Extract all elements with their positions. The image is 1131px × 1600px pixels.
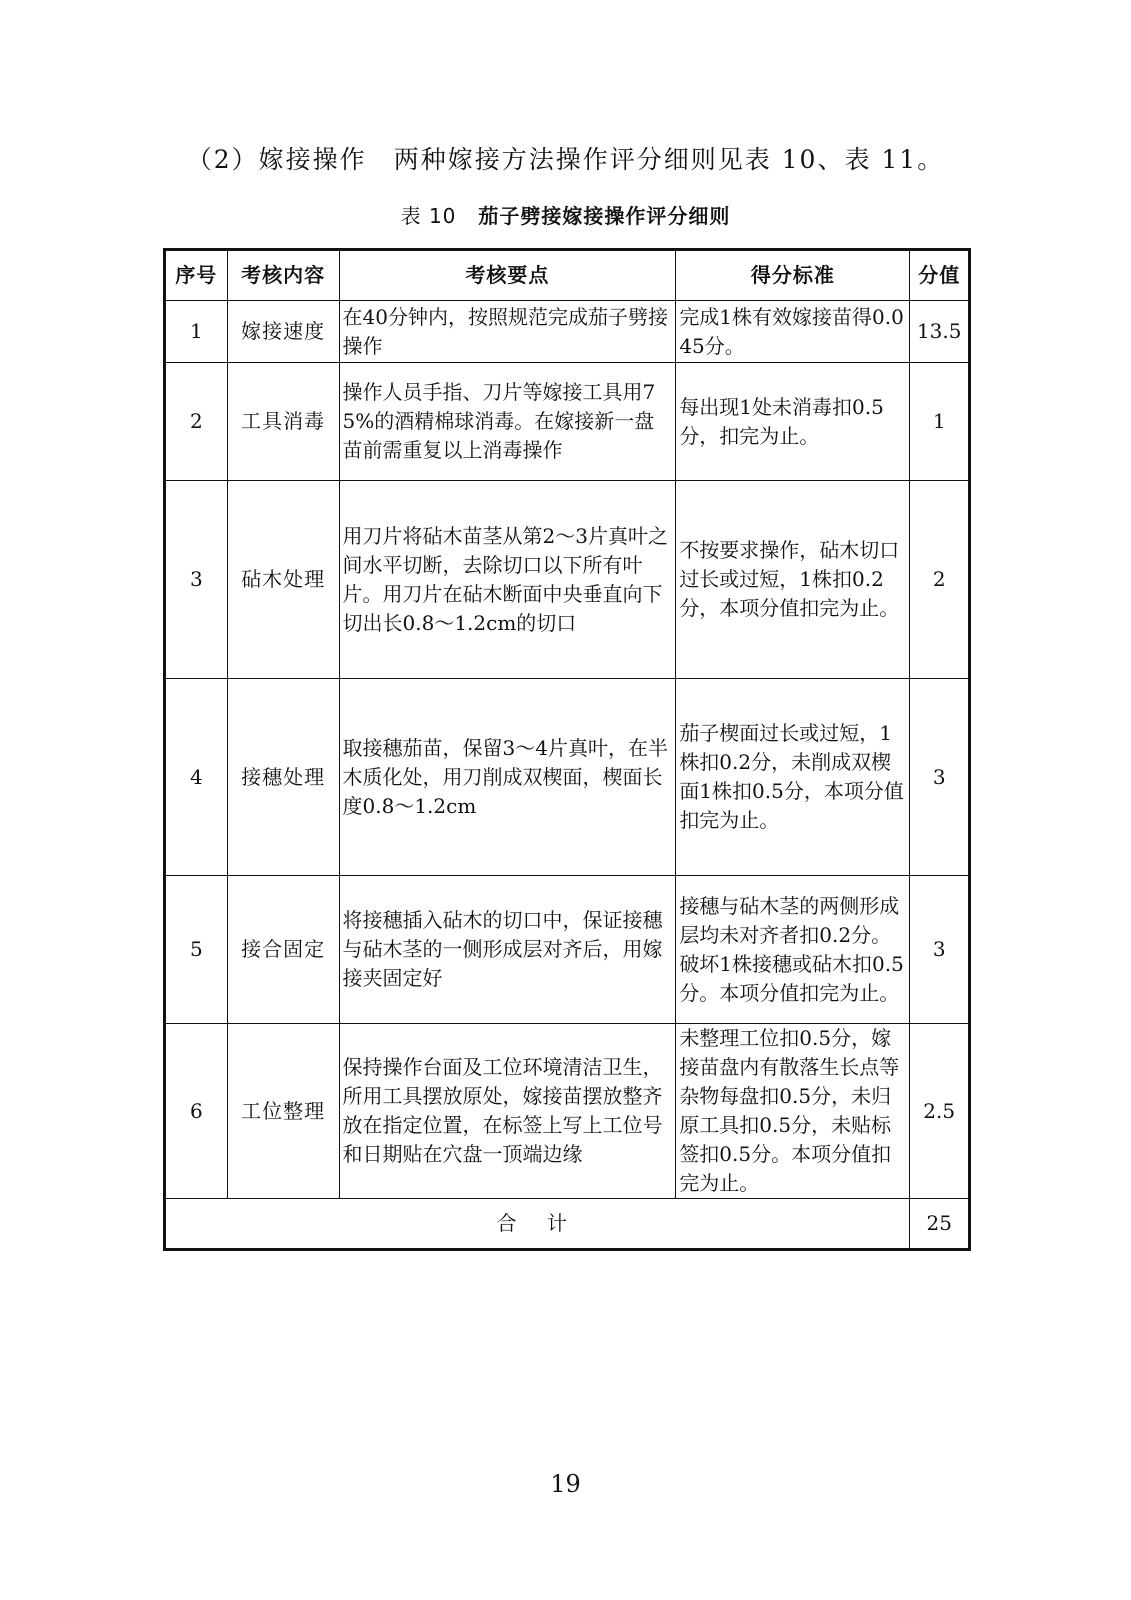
table-row [165, 301, 970, 363]
row-point: 用刀片将砧木苗茎从第2～3片真叶之间水平切断，去除切口以下所有叶片。用刀片在砧木断面中央垂直向下切出长0.8～1.2cm的切口 [339, 481, 676, 679]
row-score: 3 [910, 876, 970, 1024]
table-header-row [165, 250, 970, 301]
row-point: 将接穗插入砧木的切口中，保证接穗与砧木茎的一侧形成层对齐后，用嫁接夹固定好 [339, 876, 676, 1024]
intro-paragraph: （2）嫁接操作 两种嫁接方法操作评分细则见表 10、表 11。 [186, 145, 945, 174]
row-score: 2 [910, 481, 970, 679]
page-number: 19 [550, 1470, 581, 1498]
table-row [165, 679, 970, 876]
row-point: 在40分钟内，按照规范完成茄子劈接操作 [339, 301, 676, 363]
row-no: 4 [165, 679, 228, 876]
row-standard: 接穗与砧木茎的两侧形成层均未对齐者扣0.2分。破坏1株接穗或砧木扣0.5分。本项分值扣完为止。 [676, 876, 910, 1024]
row-standard: 完成1株有效嫁接苗得0.045分。 [676, 301, 910, 363]
row-no: 1 [165, 301, 228, 363]
table-row [165, 1024, 970, 1199]
header-item: 考核内容 [227, 250, 339, 301]
total-label: 合 计 [165, 1199, 910, 1250]
row-item: 砧木处理 [227, 481, 339, 679]
scoring-table [163, 248, 971, 1251]
total-score: 25 [910, 1199, 970, 1250]
row-point: 保持操作台面及工位环境清洁卫生，所用工具摆放原处，嫁接苗摆放整齐放在指定位置，在标签上写上工位号和日期贴在穴盘一顶端边缘 [339, 1024, 676, 1199]
header-no: 序号 [165, 250, 228, 301]
row-score: 13.5 [910, 301, 970, 363]
row-point: 操作人员手指、刀片等嫁接工具用75%的酒精棉球消毒。在嫁接新一盘苗前需重复以上消毒操作 [339, 363, 676, 481]
table-row [165, 876, 970, 1024]
row-item: 工位整理 [227, 1024, 339, 1199]
table-number: 表 10 [400, 204, 457, 228]
row-point: 取接穗茄苗，保留3～4片真叶，在半木质化处，用刀削成双楔面，楔面长度0.8～1.2cm [339, 679, 676, 876]
row-standard: 每出现1处未消毒扣0.5分，扣完为止。 [676, 363, 910, 481]
row-standard: 未整理工位扣0.5分，嫁接苗盘内有散落生长点等杂物每盘扣0.5分，未归原工具扣0.5分，未贴标签扣0.5分。本项分值扣完为止。 [676, 1024, 910, 1199]
row-no: 6 [165, 1024, 228, 1199]
row-item: 接穗处理 [227, 679, 339, 876]
row-no: 2 [165, 363, 228, 481]
total-row [165, 1199, 970, 1250]
row-standard: 茄子楔面过长或过短，1株扣0.2分，未削成双楔面1株扣0.5分，本项分值扣完为止。 [676, 679, 910, 876]
table-title: 茄子劈接嫁接操作评分细则 [478, 204, 731, 228]
header-standard: 得分标准 [676, 250, 910, 301]
header-score: 分值 [910, 250, 970, 301]
row-score: 1 [910, 363, 970, 481]
table-row [165, 481, 970, 679]
header-point: 考核要点 [339, 250, 676, 301]
row-no: 5 [165, 876, 228, 1024]
row-standard: 不按要求操作，砧木切口过长或过短，1株扣0.2分，本项分值扣完为止。 [676, 481, 910, 679]
table-caption [0, 200, 1131, 229]
row-item: 工具消毒 [227, 363, 339, 481]
row-score: 2.5 [910, 1024, 970, 1199]
table-row [165, 363, 970, 481]
row-item: 嫁接速度 [227, 301, 339, 363]
row-item: 接合固定 [227, 876, 339, 1024]
row-score: 3 [910, 679, 970, 876]
row-no: 3 [165, 481, 228, 679]
